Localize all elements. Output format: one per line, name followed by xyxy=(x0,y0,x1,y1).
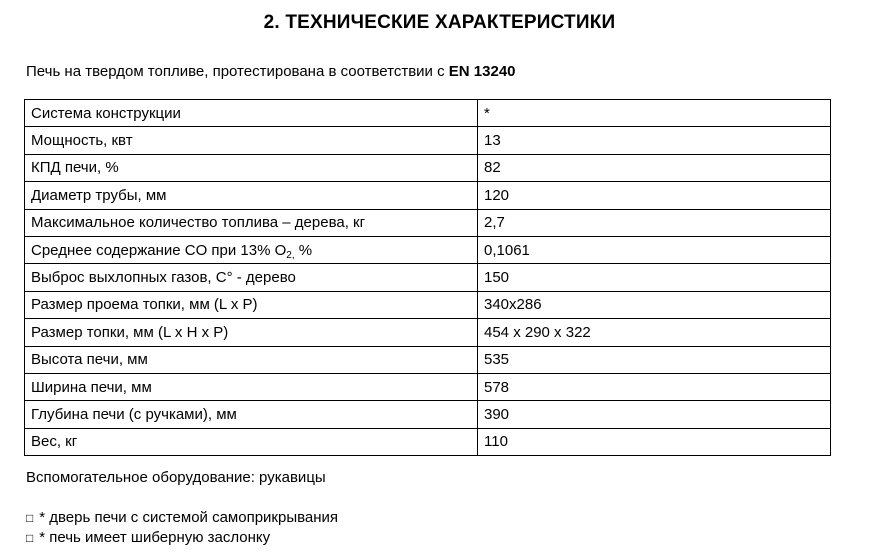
spec-label: Высота печи, мм xyxy=(25,346,478,373)
spec-label: Система конструкции xyxy=(25,100,478,127)
table-row xyxy=(25,264,831,291)
table-row xyxy=(25,373,831,400)
table-row xyxy=(25,401,831,428)
intro-sentence: Печь на твердом топливе, протестирована в соответствии с xyxy=(26,63,449,80)
table-row xyxy=(25,319,831,346)
table-row xyxy=(25,346,831,373)
spec-label: Выброс выхлопных газов, C° - дерево xyxy=(25,264,478,291)
table-row xyxy=(25,182,831,209)
spec-value: 390 xyxy=(478,401,831,428)
accessories-note: Вспомогательное оборудование: рукавицы xyxy=(26,469,326,486)
spec-label-subscript: 2, xyxy=(286,249,295,261)
spec-label: Вес, кг xyxy=(25,428,478,455)
option-text: * печь имеет шиберную заслонку xyxy=(39,529,271,546)
spec-value: 340x286 xyxy=(478,291,831,318)
spec-label: Максимальное количество топлива – дерева, кг xyxy=(25,209,478,236)
table-row xyxy=(25,154,831,181)
intro-text xyxy=(26,63,516,80)
checkbox-icon: □ xyxy=(26,511,34,525)
option-text: * дверь печи с системой самоприкрывания xyxy=(39,509,339,526)
section-title: 2. ТЕХНИЧЕСКИЕ ХАРАКТЕРИСТИКИ xyxy=(263,12,616,33)
spec-label: Размер проема топки, мм (L x P) xyxy=(25,291,478,318)
spec-label: Мощность, квт xyxy=(25,127,478,154)
spec-value: 150 xyxy=(478,264,831,291)
specs-table xyxy=(24,99,831,456)
spec-value: 454 x 290 x 322 xyxy=(478,319,831,346)
checkbox-icon: □ xyxy=(26,531,34,545)
spec-value: 535 xyxy=(478,346,831,373)
spec-label xyxy=(25,236,478,263)
spec-label: Диаметр трубы, мм xyxy=(25,182,478,209)
spec-label-text: Среднее содержание CO при 13% O xyxy=(31,241,287,259)
standard-code: EN 13240 xyxy=(448,63,516,80)
spec-label: КПД печи, % xyxy=(25,154,478,181)
option-item xyxy=(26,509,338,526)
spec-value: 120 xyxy=(478,182,831,209)
spec-value: 0,1061 xyxy=(478,236,831,263)
table-row xyxy=(25,209,831,236)
spec-value: 13 xyxy=(478,127,831,154)
spec-label-unit: % xyxy=(294,241,313,259)
option-item xyxy=(26,529,270,546)
spec-value: 110 xyxy=(478,428,831,455)
spec-value: 82 xyxy=(478,154,831,181)
table-row xyxy=(25,428,831,455)
spec-value: 2,7 xyxy=(478,209,831,236)
spec-label: Ширина печи, мм xyxy=(25,373,478,400)
spec-value: * xyxy=(478,100,831,127)
table-row xyxy=(25,236,831,263)
spec-value: 578 xyxy=(478,373,831,400)
table-row xyxy=(25,127,831,154)
spec-label: Глубина печи (с ручками), мм xyxy=(25,401,478,428)
table-row xyxy=(25,100,831,127)
spec-label: Размер топки, мм (L x H x P) xyxy=(25,319,478,346)
table-row xyxy=(25,291,831,318)
